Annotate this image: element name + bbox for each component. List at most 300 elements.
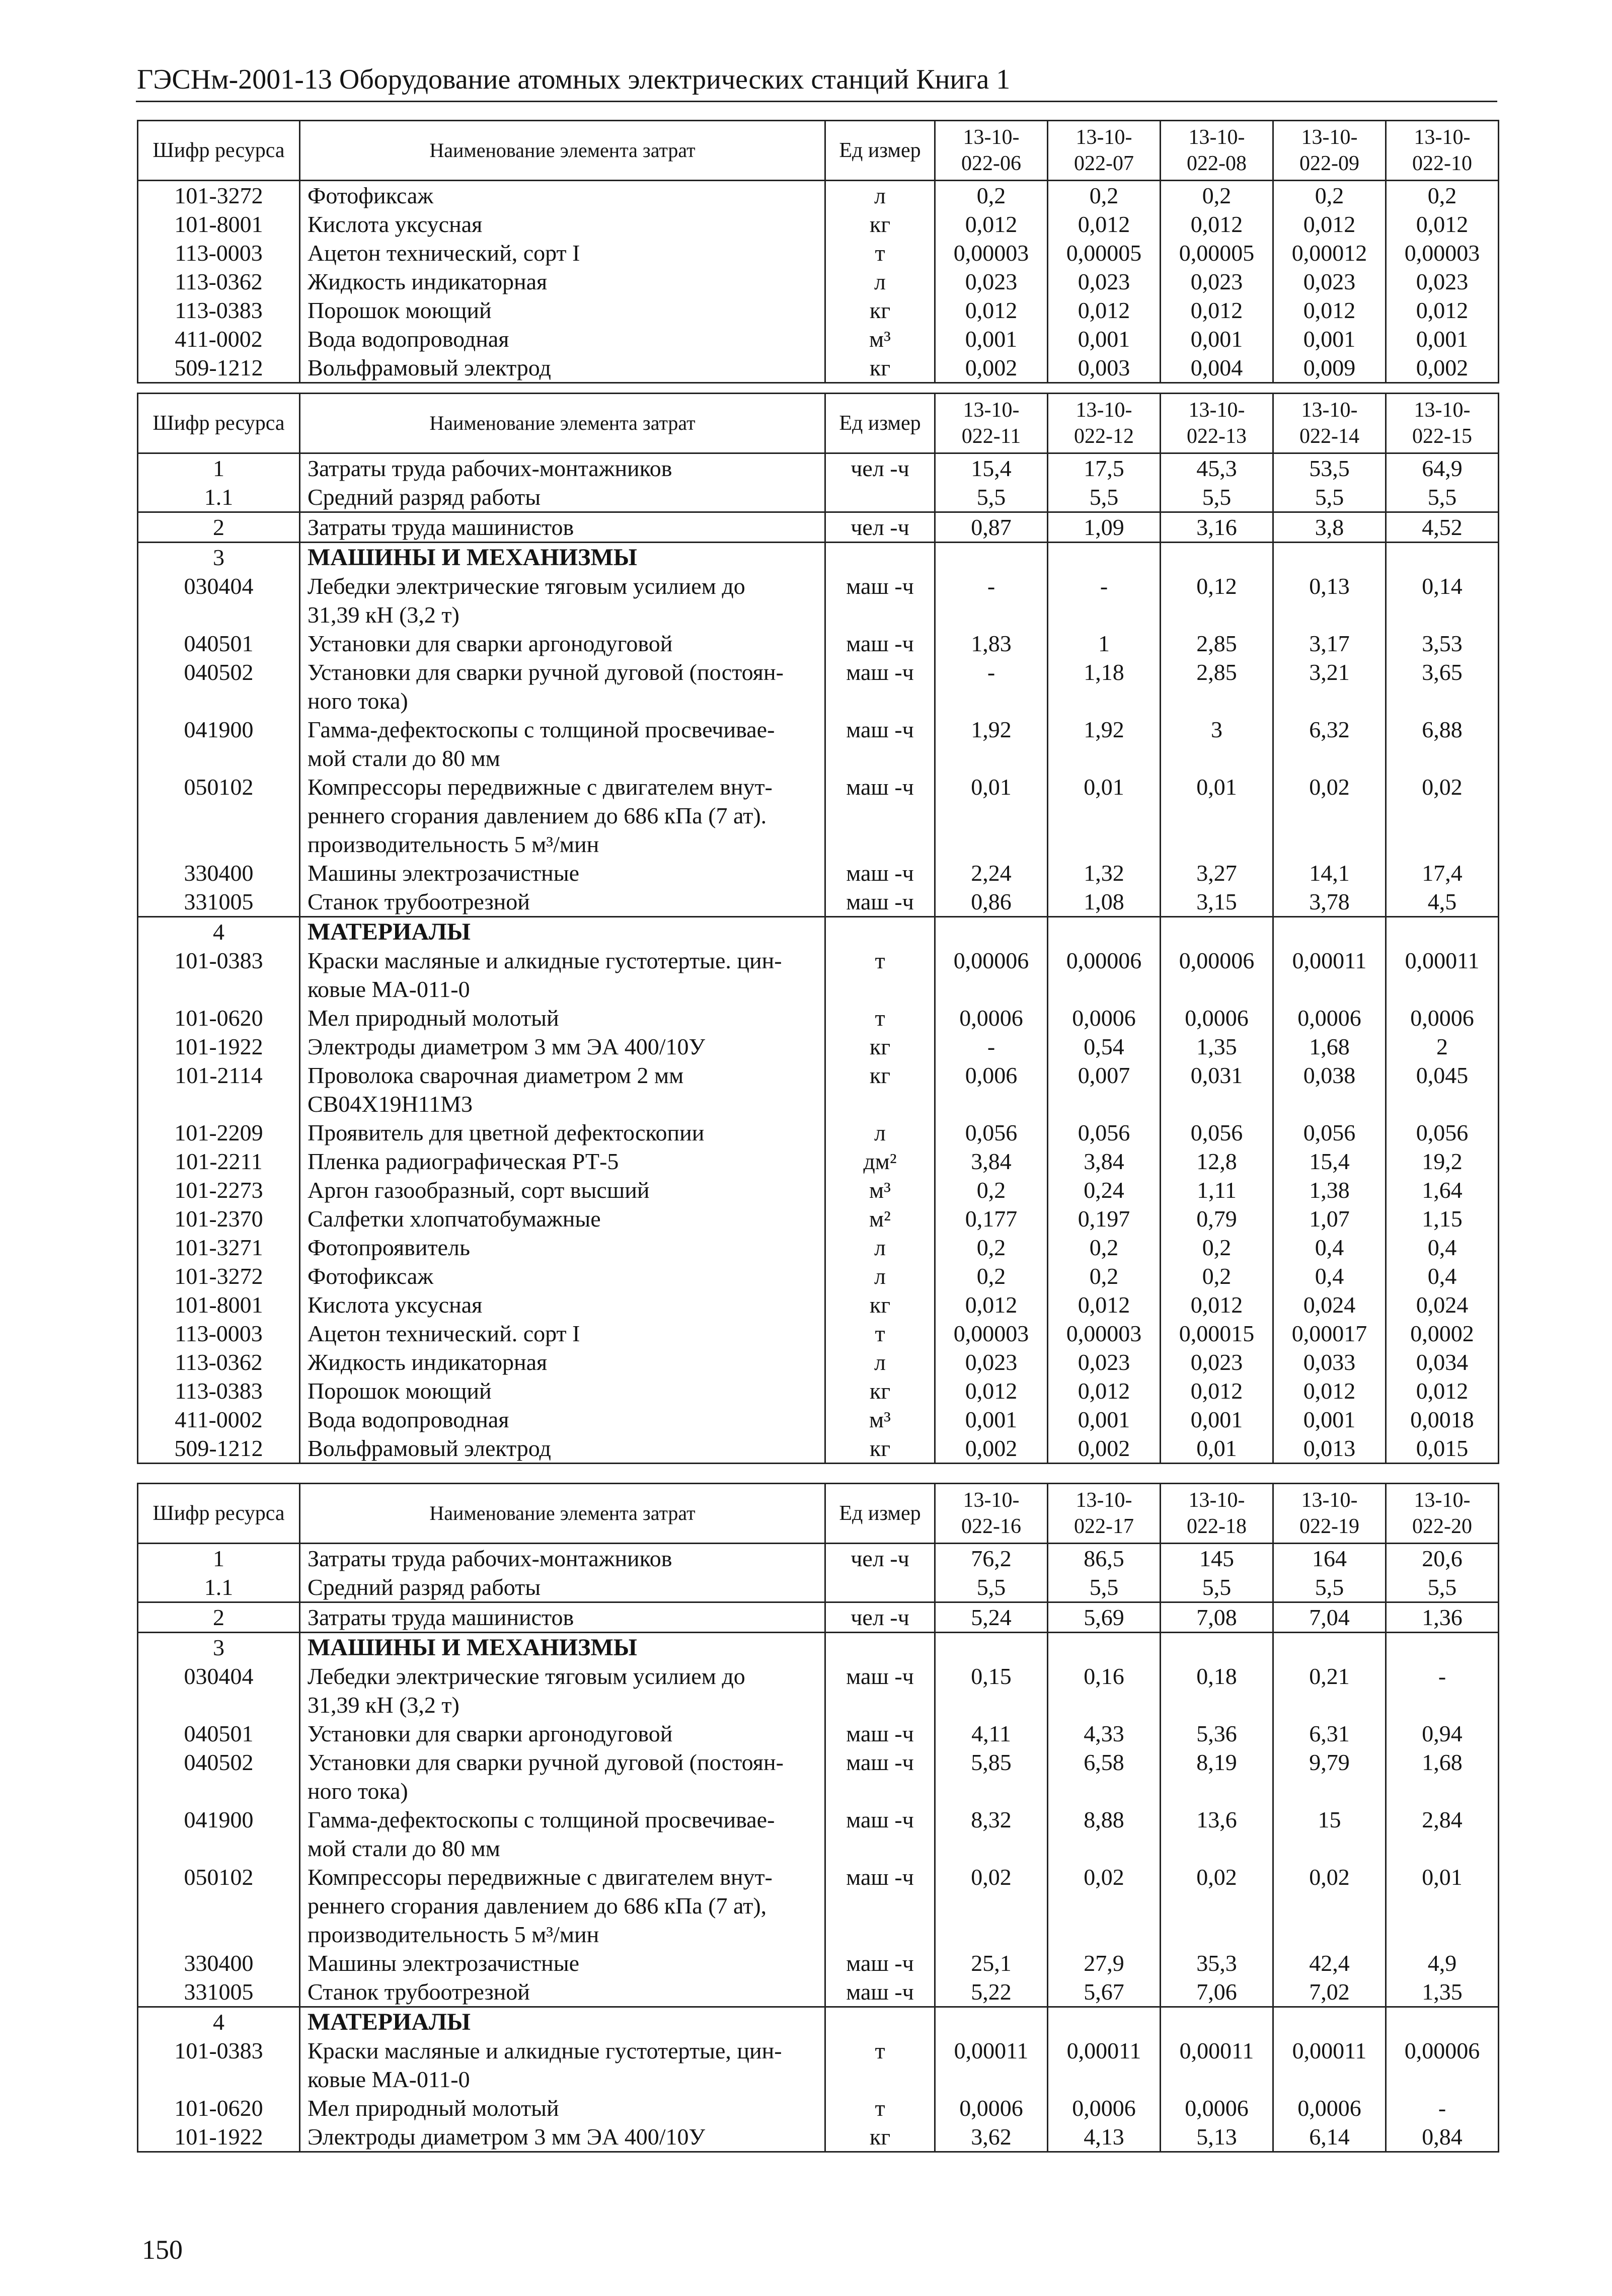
- norm-value: 0,2: [1273, 181, 1386, 210]
- cost-element-name: [300, 1544, 825, 1573]
- unit: м³: [825, 1405, 935, 1434]
- norm-value: 5,85: [935, 1748, 1048, 1805]
- cost-element-name: [300, 1805, 825, 1863]
- norm-value: 1,09: [1048, 512, 1161, 543]
- norm-value: 0,023: [1048, 267, 1161, 296]
- unit: л: [825, 1118, 935, 1147]
- norm-value: 1,32: [1048, 859, 1161, 887]
- norm-value: 0,02: [1048, 1863, 1161, 1949]
- norm-value: 86,5: [1048, 1544, 1161, 1573]
- unit: маш -ч: [825, 859, 935, 887]
- norm-value: 0,00006: [1161, 946, 1273, 1004]
- table-row: [138, 1262, 1499, 1290]
- norm-value: 45,3: [1161, 453, 1273, 483]
- cost-element-name-line: Порошок моющий: [308, 297, 492, 323]
- header-norm-code-line: 022-18: [1187, 1515, 1247, 1538]
- resource-code: 101-3271: [138, 1233, 300, 1262]
- cost-element-name: [300, 1061, 825, 1118]
- cost-element-name-line: Фотофиксаж: [308, 1263, 434, 1289]
- cost-element-name: [300, 1434, 825, 1464]
- norm-value: 1,92: [1048, 715, 1161, 773]
- resource-code: 330400: [138, 859, 300, 887]
- norm-value: 0,012: [1273, 296, 1386, 325]
- norm-value: 5,5: [1048, 483, 1161, 512]
- unit: кг: [825, 1290, 935, 1319]
- table-row: [138, 1573, 1499, 1602]
- norm-value: 0,038: [1273, 1061, 1386, 1118]
- norm-value: 0,001: [935, 1405, 1048, 1434]
- header-norm-code-line: 022-14: [1299, 425, 1359, 448]
- cost-element-name-line: Установки для сварки аргонодуговой: [308, 631, 673, 656]
- resource-code: 3: [138, 543, 300, 572]
- header-unit: Ед измер: [825, 1484, 935, 1544]
- cost-element-name-line: Кислота уксусная: [308, 211, 483, 237]
- header-norm-code: [935, 121, 1048, 181]
- norm-value: 0,015: [1386, 1434, 1499, 1464]
- resource-code: 101-3272: [138, 181, 300, 210]
- norm-value: 13,6: [1161, 1805, 1273, 1863]
- unit: л: [825, 1348, 935, 1376]
- unit: маш -ч: [825, 715, 935, 773]
- norm-value: 3,62: [935, 2122, 1048, 2152]
- cost-element-name-line: Вольфрамовый электрод: [308, 1435, 551, 1461]
- cost-element-name: [300, 1004, 825, 1032]
- norm-value: 164: [1273, 1544, 1386, 1573]
- cost-element-name: [300, 1319, 825, 1348]
- norm-value: 0,012: [1161, 210, 1273, 239]
- norm-value: 17,5: [1048, 453, 1161, 483]
- resource-code: 030404: [138, 572, 300, 629]
- norm-value: 42,4: [1273, 1949, 1386, 1977]
- norm-value: 17,4: [1386, 859, 1499, 887]
- cost-element-name: [300, 1348, 825, 1376]
- cost-element-name: [300, 325, 825, 353]
- norm-value: 0,023: [935, 267, 1048, 296]
- unit: маш -ч: [825, 887, 935, 917]
- cost-element-name-line: Мел природный молотый: [308, 2095, 559, 2121]
- cost-element-name-line: Гамма-дефектоскопы с толщиной просвечивае-: [308, 1807, 775, 1832]
- norm-value: 0,00011: [1273, 946, 1386, 1004]
- norm-value: 7,04: [1273, 1602, 1386, 1633]
- table-row: [138, 1544, 1499, 1573]
- norms-table-3: [137, 1483, 1499, 2153]
- table-row: [138, 296, 1499, 325]
- header-norm-code-line: 13-10-: [1301, 1489, 1358, 1512]
- table-row: [138, 1662, 1499, 1719]
- norm-value: 2,24: [935, 859, 1048, 887]
- resource-code: 113-0362: [138, 1348, 300, 1376]
- norm-value: 0,012: [1048, 296, 1161, 325]
- resource-code: 509-1212: [138, 353, 300, 383]
- table-row: [138, 572, 1499, 629]
- norm-value: 0,00015: [1161, 1319, 1273, 1348]
- norm-value: 0,007: [1048, 1061, 1161, 1118]
- norm-value: 0,01: [1048, 773, 1161, 859]
- norm-value: 0,004: [1161, 353, 1273, 383]
- norm-value: 0,001: [1273, 325, 1386, 353]
- cost-element-name-line: Установки для сварки ручной дуговой (постоян-: [308, 1749, 784, 1775]
- unit: кг: [825, 1032, 935, 1061]
- resource-code: 3: [138, 1633, 300, 1662]
- norm-value: 0,0006: [1386, 1004, 1499, 1032]
- norm-value: 6,31: [1273, 1719, 1386, 1748]
- unit: кг: [825, 1061, 935, 1118]
- resource-code: 040501: [138, 1719, 300, 1748]
- cost-element-name: [300, 1147, 825, 1176]
- norm-value: 5,22: [935, 1977, 1048, 2007]
- cost-element-name: [300, 1376, 825, 1405]
- norm-value: 0,012: [1386, 1376, 1499, 1405]
- table-row: [138, 1434, 1499, 1464]
- norm-value: 0,006: [935, 1061, 1048, 1118]
- norm-value: 0,0006: [1161, 1004, 1273, 1032]
- norm-value: 0,012: [1273, 1376, 1386, 1405]
- norm-value: 0,00006: [935, 946, 1048, 1004]
- norm-value: 0,00005: [1048, 239, 1161, 267]
- cost-element-name-line: МАТЕРИАЛЫ: [308, 919, 471, 945]
- resource-code: 1.1: [138, 1573, 300, 1602]
- norm-value: [1273, 917, 1386, 947]
- cost-element-name: [300, 572, 825, 629]
- cost-element-name-line: Установки для сварки аргонодуговой: [308, 1721, 673, 1746]
- unit: л: [825, 181, 935, 210]
- resource-code: 040502: [138, 1748, 300, 1805]
- norm-value: [1161, 2007, 1273, 2037]
- cost-element-name-line: 31,39 кН (3,2 т): [308, 602, 459, 628]
- resource-code: 101-2370: [138, 1204, 300, 1233]
- table-row: [138, 887, 1499, 917]
- norm-value: 1,92: [935, 715, 1048, 773]
- norm-value: 5,5: [1161, 483, 1273, 512]
- cost-element-name: [300, 239, 825, 267]
- header-norm-code-line: 13-10-: [1188, 126, 1245, 149]
- norm-value: 0,002: [1048, 1434, 1161, 1464]
- norm-value: 0,00011: [1273, 2036, 1386, 2094]
- norm-value: 1: [1048, 629, 1161, 658]
- norm-value: 0,001: [1273, 1405, 1386, 1434]
- norm-value: 0,2: [1386, 181, 1499, 210]
- resource-code: 041900: [138, 715, 300, 773]
- table-row: [138, 239, 1499, 267]
- norm-value: [1161, 917, 1273, 947]
- resource-code: 101-1922: [138, 1032, 300, 1061]
- header-norm-code-line: 13-10-: [1076, 1489, 1132, 1512]
- norm-value: 5,5: [935, 483, 1048, 512]
- table-row: [138, 2007, 1499, 2037]
- norm-value: [1386, 917, 1499, 947]
- resource-code: 040501: [138, 629, 300, 658]
- resource-code: 030404: [138, 1662, 300, 1719]
- cost-element-name: [300, 353, 825, 383]
- unit: дм²: [825, 1147, 935, 1176]
- norm-value: 0,4: [1273, 1262, 1386, 1290]
- resource-code: 050102: [138, 773, 300, 859]
- norm-value: 1,83: [935, 629, 1048, 658]
- norm-value: [935, 2007, 1048, 2037]
- norm-value: 0,012: [935, 210, 1048, 239]
- norm-value: 4,11: [935, 1719, 1048, 1748]
- norm-value: 6,14: [1273, 2122, 1386, 2152]
- norm-value: 2: [1386, 1032, 1499, 1061]
- norm-value: 0,13: [1273, 572, 1386, 629]
- cost-element-name-line: Машины электрозачистные: [308, 1950, 580, 1976]
- norm-value: 0,056: [1048, 1118, 1161, 1147]
- table-row: [138, 483, 1499, 512]
- norm-value: 0,012: [1048, 210, 1161, 239]
- norm-value: 0,009: [1273, 353, 1386, 383]
- unit: [825, 917, 935, 947]
- table-row: [138, 1290, 1499, 1319]
- cost-element-name-line: МАТЕРИАЛЫ: [308, 2009, 471, 2035]
- norm-value: -: [1386, 1662, 1499, 1719]
- table-row: [138, 1949, 1499, 1977]
- table-row: [138, 1633, 1499, 1662]
- norm-value: 0,056: [1161, 1118, 1273, 1147]
- table-row: [138, 859, 1499, 887]
- resource-code: 101-8001: [138, 1290, 300, 1319]
- norm-value: 0,0006: [1048, 1004, 1161, 1032]
- norm-value: 0,00011: [1386, 946, 1499, 1004]
- cost-element-name-line: Средний разряд работы: [308, 1574, 541, 1600]
- norm-value: 7,02: [1273, 1977, 1386, 2007]
- cost-element-name: [300, 629, 825, 658]
- norm-value: 0,197: [1048, 1204, 1161, 1233]
- norm-value: 0,023: [1273, 267, 1386, 296]
- resource-code: 101-0620: [138, 2094, 300, 2122]
- norm-value: 9,79: [1273, 1748, 1386, 1805]
- cost-element-name: [300, 1662, 825, 1719]
- unit: маш -ч: [825, 1977, 935, 2007]
- norm-value: 0,023: [1386, 267, 1499, 296]
- cost-element-name: [300, 1573, 825, 1602]
- cost-element-name-line: Вода водопроводная: [308, 1407, 509, 1432]
- section-title: [300, 917, 825, 947]
- table-row: [138, 353, 1499, 383]
- cost-element-name: [300, 1262, 825, 1290]
- norm-value: 0,00003: [1386, 239, 1499, 267]
- cost-element-name: [300, 453, 825, 483]
- norm-value: 3,65: [1386, 658, 1499, 715]
- norm-value: 5,69: [1048, 1602, 1161, 1633]
- norm-value: 3,27: [1161, 859, 1273, 887]
- resource-code: 101-2114: [138, 1061, 300, 1118]
- norm-value: 0,00003: [935, 239, 1048, 267]
- norm-value: 1,64: [1386, 1176, 1499, 1204]
- norm-value: 0,01: [1161, 1434, 1273, 1464]
- cost-element-name: [300, 1118, 825, 1147]
- header-code: Шифр ресурса: [138, 394, 300, 453]
- norm-value: 0,045: [1386, 1061, 1499, 1118]
- unit: м³: [825, 1176, 935, 1204]
- norm-value: 6,58: [1048, 1748, 1161, 1805]
- norm-value: 0,002: [935, 1434, 1048, 1464]
- header-norm-code-line: 022-08: [1187, 152, 1247, 175]
- resource-code: 1: [138, 453, 300, 483]
- cost-element-name-line: реннего сгорания давлением до 686 кПа (7 ат),: [308, 1893, 767, 1919]
- norm-value: 0,001: [1048, 1405, 1161, 1434]
- header-norm-code-line: 022-20: [1412, 1515, 1472, 1538]
- cost-element-name: [300, 210, 825, 239]
- norm-value: 145: [1161, 1544, 1273, 1573]
- table-row: [138, 1719, 1499, 1748]
- cost-element-name-line: ковые МА-011-0: [308, 976, 470, 1002]
- cost-element-name-line: Лебедки электрические тяговым усилием до: [308, 1663, 745, 1689]
- norm-value: 12,8: [1161, 1147, 1273, 1176]
- unit: т: [825, 239, 935, 267]
- norm-value: 0,003: [1048, 353, 1161, 383]
- table-row: [138, 629, 1499, 658]
- resource-code: 509-1212: [138, 1434, 300, 1464]
- cost-element-name: [300, 1977, 825, 2007]
- norm-value: 0,4: [1386, 1233, 1499, 1262]
- unit: кг: [825, 1434, 935, 1464]
- header-name: Наименование элемента затрат: [300, 121, 825, 181]
- norm-value: 0,87: [935, 512, 1048, 543]
- norm-value: 0,4: [1273, 1233, 1386, 1262]
- norm-value: 0,056: [1273, 1118, 1386, 1147]
- cost-element-name: [300, 2094, 825, 2122]
- header-norm-code-line: 13-10-: [1076, 399, 1132, 422]
- norm-value: 0,012: [1386, 210, 1499, 239]
- norm-value: 0,2: [935, 1233, 1048, 1262]
- header-unit: Ед измер: [825, 121, 935, 181]
- norm-value: 0,02: [1161, 1863, 1273, 1949]
- resource-code: 101-0383: [138, 2036, 300, 2094]
- cost-element-name-line: Машины электрозачистные: [308, 860, 580, 886]
- resource-code: 101-0383: [138, 946, 300, 1004]
- norm-value: 0,94: [1386, 1719, 1499, 1748]
- cost-element-name-line: Электроды диаметром 3 мм ЭА 400/10У: [308, 2124, 706, 2150]
- norm-value: 5,5: [1161, 1573, 1273, 1602]
- header-norm-code: [1048, 394, 1161, 453]
- cost-element-name: [300, 267, 825, 296]
- table-row: [138, 917, 1499, 947]
- unit: кг: [825, 210, 935, 239]
- cost-element-name: [300, 1032, 825, 1061]
- cost-element-name-line: Затраты труда рабочих-монтажников: [308, 455, 672, 481]
- norm-value: 0,2: [935, 1262, 1048, 1290]
- norm-value: 0,2: [935, 181, 1048, 210]
- norm-value: 0,01: [935, 773, 1048, 859]
- header-norm-code: [1048, 1484, 1161, 1544]
- norm-value: 64,9: [1386, 453, 1499, 483]
- norm-value: [1048, 543, 1161, 572]
- norm-value: 0,012: [935, 296, 1048, 325]
- cost-element-name-line: Пленка радиографическая РТ-5: [308, 1149, 619, 1174]
- cost-element-name: [300, 1748, 825, 1805]
- cost-element-name-line: ковые МА-011-0: [308, 2067, 470, 2092]
- cost-element-name-line: Жидкость индикаторная: [308, 269, 548, 294]
- table-row: [138, 773, 1499, 859]
- cost-element-name-line: Порошок моющий: [308, 1378, 492, 1404]
- header-norm-code-line: 022-17: [1074, 1515, 1134, 1538]
- norm-value: 0,00012: [1273, 239, 1386, 267]
- unit: м³: [825, 325, 935, 353]
- unit: л: [825, 1262, 935, 1290]
- norm-value: 0,00006: [1048, 946, 1161, 1004]
- resource-code: 411-0002: [138, 325, 300, 353]
- unit: маш -ч: [825, 1863, 935, 1949]
- norm-value: 0,4: [1386, 1262, 1499, 1290]
- norms-table-1: [137, 120, 1499, 384]
- norm-value: 1,36: [1386, 1602, 1499, 1633]
- cost-element-name: [300, 2122, 825, 2152]
- section-title: [300, 543, 825, 572]
- norm-value: 5,5: [1386, 483, 1499, 512]
- unit: [825, 543, 935, 572]
- norm-value: 0,00006: [1386, 2036, 1499, 2094]
- cost-element-name-line: Компрессоры передвижные с двигателем внут-: [308, 1864, 773, 1890]
- cost-element-name-line: МАШИНЫ И МЕХАНИЗМЫ: [308, 544, 637, 571]
- norm-value: 3,84: [935, 1147, 1048, 1176]
- norm-value: 1,18: [1048, 658, 1161, 715]
- norm-value: 0,056: [935, 1118, 1048, 1147]
- norm-value: 0,012: [1273, 210, 1386, 239]
- norm-value: 0,001: [1161, 325, 1273, 353]
- norm-value: 0,00003: [1048, 1319, 1161, 1348]
- header-norm-code-line: 13-10-: [1414, 126, 1471, 149]
- resource-code: 040502: [138, 658, 300, 715]
- norm-value: 0,034: [1386, 1348, 1499, 1376]
- norm-value: [1048, 917, 1161, 947]
- norm-value: 3,15: [1161, 887, 1273, 917]
- resource-code: 1: [138, 1544, 300, 1573]
- cost-element-name: [300, 658, 825, 715]
- norm-value: 0,012: [1161, 1376, 1273, 1405]
- norm-value: 2,85: [1161, 629, 1273, 658]
- unit: кг: [825, 353, 935, 383]
- table-row: [138, 1405, 1499, 1434]
- cost-element-name: [300, 715, 825, 773]
- header-norm-code: [935, 1484, 1048, 1544]
- cost-element-name-line: Станок трубоотрезной: [308, 1979, 530, 2005]
- unit: маш -ч: [825, 1748, 935, 1805]
- norm-value: -: [1386, 2094, 1499, 2122]
- norm-value: 0,056: [1386, 1118, 1499, 1147]
- header-norm-code: [1161, 121, 1273, 181]
- norm-value: 0,2: [1161, 181, 1273, 210]
- cost-element-name: [300, 1204, 825, 1233]
- unit: т: [825, 946, 935, 1004]
- section-title: [300, 2007, 825, 2037]
- norm-value: 0,024: [1273, 1290, 1386, 1319]
- header-norm-code: [1161, 394, 1273, 453]
- norm-value: 5,5: [935, 1573, 1048, 1602]
- resource-code: 101-8001: [138, 210, 300, 239]
- norm-value: 5,36: [1161, 1719, 1273, 1748]
- norm-value: [1386, 2007, 1499, 2037]
- norm-value: 4,52: [1386, 512, 1499, 543]
- norm-value: -: [935, 572, 1048, 629]
- norm-value: 0,21: [1273, 1662, 1386, 1719]
- norm-value: 0,00003: [935, 1319, 1048, 1348]
- norm-value: 4,33: [1048, 1719, 1161, 1748]
- norm-value: 0,002: [935, 353, 1048, 383]
- unit: маш -ч: [825, 773, 935, 859]
- norm-value: 1,38: [1273, 1176, 1386, 1204]
- table-row: [138, 1348, 1499, 1376]
- norm-value: 25,1: [935, 1949, 1048, 1977]
- norm-value: 0,0006: [1273, 1004, 1386, 1032]
- table-row: [138, 543, 1499, 572]
- norm-value: 53,5: [1273, 453, 1386, 483]
- norm-value: 1,15: [1386, 1204, 1499, 1233]
- norm-value: 0,14: [1386, 572, 1499, 629]
- cost-element-name: [300, 1602, 825, 1633]
- norm-value: 5,5: [1273, 1573, 1386, 1602]
- cost-element-name-line: Ацетон технический. сорт I: [308, 1321, 580, 1346]
- header-norm-code-line: 13-10-: [963, 1489, 1020, 1512]
